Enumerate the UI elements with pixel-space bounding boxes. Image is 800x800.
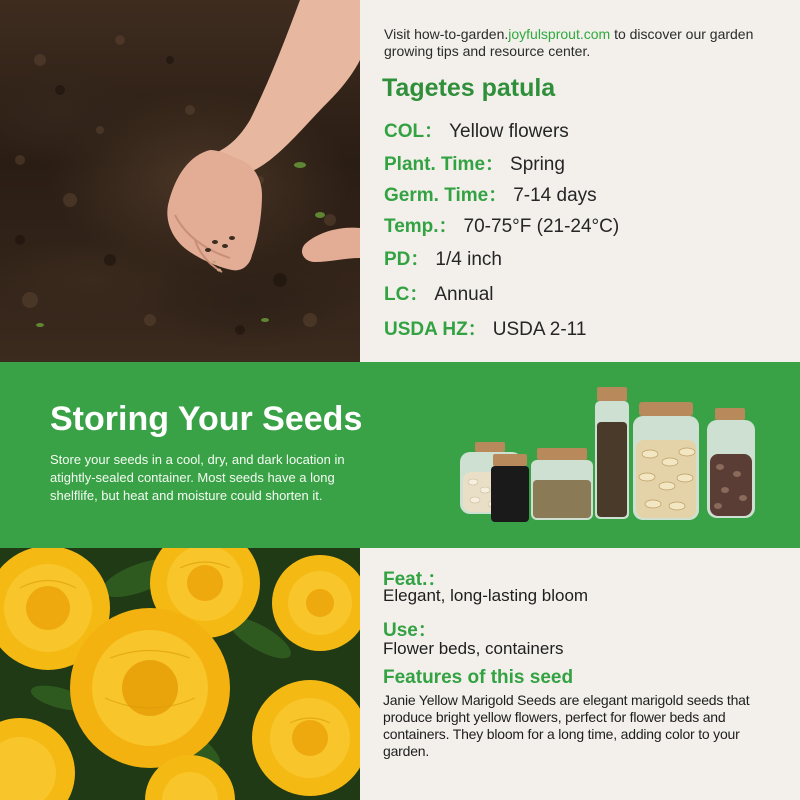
spec-row-planting-depth <box>384 244 502 271</box>
visit-text-after: to discover our garden growing tips and resource center. <box>384 26 754 59</box>
brand-link[interactable]: joyfulsprout.com <box>508 26 611 42</box>
spec-value: Spring <box>510 154 565 175</box>
spec-key: USDA HZ： <box>384 319 487 340</box>
spec-row-temperature <box>384 211 619 238</box>
storing-description: Store your seeds in a cool, dry, and dark location in atightly-sealed container. Most seeds have a long shelflife, but heat and moisture could shorten it. <box>50 452 345 503</box>
marigold-bloom <box>272 555 360 651</box>
marigold-flowers-photo <box>0 548 360 800</box>
spec-key: Temp.： <box>384 216 458 237</box>
feat-value: Elegant, long-lasting bloom <box>383 586 589 605</box>
spec-row-life-cycle <box>384 279 494 306</box>
marigold-bloom <box>252 680 360 796</box>
visit-website-text <box>384 26 784 60</box>
hand-sowing-seeds-photo <box>0 0 360 362</box>
spec-key: LC： <box>384 284 429 305</box>
spec-key: Plant. Time： <box>384 154 505 175</box>
top-section <box>0 0 800 362</box>
spec-row-planting-time <box>384 149 565 176</box>
use-value: Flower beds, containers <box>383 639 564 658</box>
spec-value: 1/4 inch <box>435 249 502 270</box>
plant-info-panel <box>360 0 800 362</box>
jar-grass-seeds <box>531 448 593 520</box>
feat-heading: Feat.： <box>383 569 447 590</box>
use-heading: Use： <box>383 620 437 641</box>
spec-value: Annual <box>434 284 494 305</box>
features-description: Janie Yellow Marigold Seeds are elegant marigold seeds that produce bright yellow flowers, perfect for flower beds and containers. They bloom for a long time, adding color to your garden. <box>383 692 750 759</box>
spec-key: PD： <box>384 249 430 270</box>
marigold-bloom <box>0 718 75 800</box>
spec-value: Yellow flowers <box>449 121 569 142</box>
jar-pumpkin-seeds <box>633 402 699 520</box>
spec-key: COL： <box>384 121 444 142</box>
spec-row-germination-time <box>384 180 597 207</box>
marigold-illustration <box>0 548 360 800</box>
hand-sowing-illustration <box>0 0 360 362</box>
species-name: Tagetes patula <box>382 74 556 102</box>
jar-mixed-beans <box>707 408 755 518</box>
features-heading: Features of this seed <box>383 667 574 688</box>
storing-title: Storing Your Seeds <box>50 400 363 438</box>
storing-seeds-banner <box>0 362 800 548</box>
bottom-section <box>0 548 800 800</box>
spec-value: USDA 2-11 <box>492 319 587 340</box>
jar-black-seeds <box>491 454 529 522</box>
visit-text-before: Visit how-to-garden. <box>384 26 509 42</box>
seed-jars-illustration <box>455 382 765 532</box>
seed-features-panel <box>360 548 800 800</box>
spec-row-color <box>384 116 569 143</box>
spec-value: 70-75°F (21-24°C) <box>463 216 620 237</box>
jar-tall-dark-seeds <box>595 387 629 519</box>
spec-key: Germ. Time： <box>384 185 508 206</box>
spec-value: 7-14 days <box>513 185 597 206</box>
spec-row-hardiness-zone <box>384 314 586 341</box>
marigold-bloom <box>70 608 230 768</box>
